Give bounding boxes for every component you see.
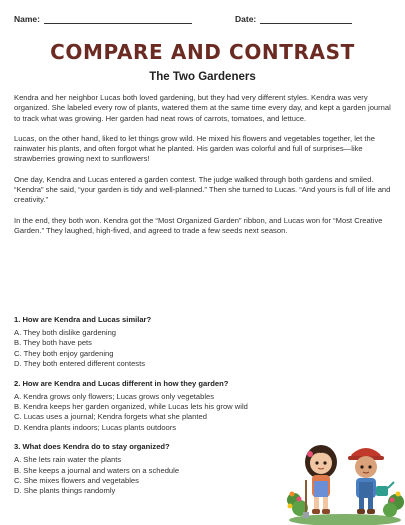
name-field[interactable] [14,14,192,24]
story-title: The Two Gardeners [149,71,256,83]
worksheet-header [14,14,391,30]
watering-can-icon [376,482,394,496]
girl-gardener-icon [303,445,337,518]
answer-option[interactable]: C. They both enjoy gardening [14,348,114,358]
story-text [14,93,392,246]
story-paragraph: One day, Kendra and Lucas entered a garden contest. The judge walked through both gardens and smiled. “Kendra” she said, “your garden is tidy and well-planned.” Then she turned to Lucas. “And yours is full of life and creativity.” [14,174,391,205]
date-line[interactable] [260,14,352,24]
page-title: COMPARE AND CONTRAST [50,40,355,64]
two-kids-gardening-icon [286,436,404,525]
question-text: 1. How are Kendra and Lucas similar? [14,315,152,324]
answer-option[interactable]: D. Kendra plants indoors; Lucas plants outdoors [14,422,177,432]
answer-option[interactable]: C. Lucas uses a journal; Kendra forgets what she planted [14,412,207,422]
story-paragraph: In the end, they both won. Kendra got the “Most Organized Garden” ribbon, and Lucas won for “Most Creative Garden.” They laughed, high-fived, and agreed to trade a few seeds next season. [14,215,383,235]
story-paragraph: Kendra and her neighbor Lucas both loved gardening, but they had very different styles. Kendra was very organized. She labeled every row of plants, watered them at the same time every day, and kept a garden journal to track what was growing. Her garden had neat rows of carrots, tomatoes, and lettuce. [14,93,391,123]
name-line[interactable] [44,14,192,24]
date-label: Date: [235,14,257,24]
question-text: 2. How are Kendra and Lucas different in how they garden? [14,378,229,388]
answer-option[interactable]: B. Kendra keeps her garden organized, while Lucas lets his grow wild [14,402,248,412]
answer-option[interactable]: A. She lets rain water the plants [14,455,122,465]
answer-option[interactable]: D. She plants things randomly [14,486,116,496]
answer-option[interactable]: A. Kendra grows only flowers; Lucas grows only vegetables [14,391,215,401]
answer-option[interactable]: B. They both have pets [14,338,92,348]
question-text: 3. What does Kendra do to stay organized? [14,442,170,452]
name-label: Name: [14,14,40,24]
story-paragraph: Lucas, on the other hand, liked to let things grow wild. He mixed his flowers and vegetables together, let the rainwater his plants, and often forgot what he planted. His garden was colorful and full of surprises—like strawberries growing next to sunflowers! [14,133,375,164]
answer-option[interactable]: B. She keeps a journal and waters on a schedule [14,465,180,475]
answer-option[interactable]: D. They both entered different contests [14,359,146,369]
date-field[interactable] [235,14,352,24]
question-1 [14,315,394,370]
answer-option[interactable]: C. She mixes flowers and vegetables [14,476,139,486]
question-2 [14,379,394,434]
answer-option[interactable]: A. They both dislike gardening [14,328,117,337]
